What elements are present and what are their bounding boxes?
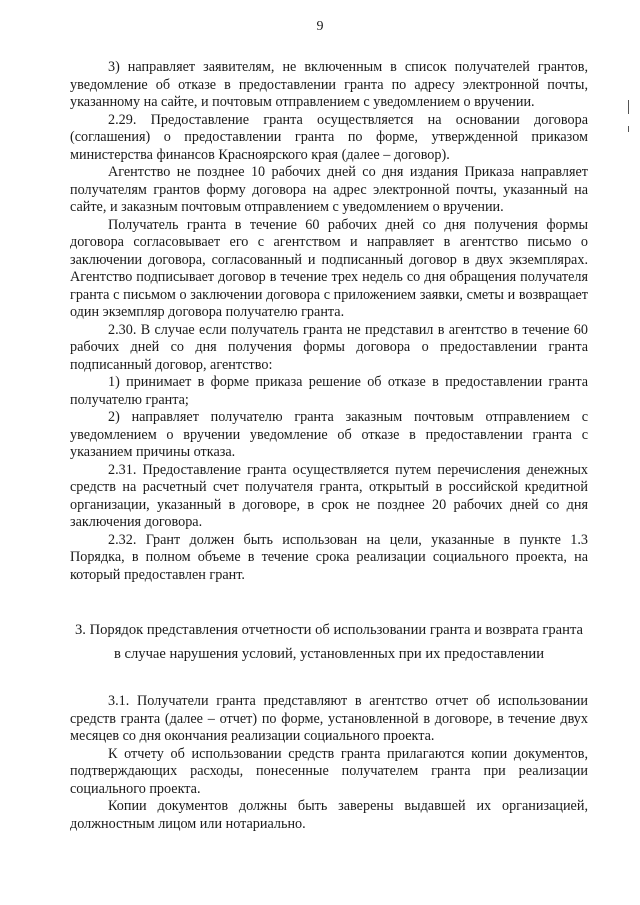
section-3-heading: 3. Порядок представления отчетности об использовании гранта и возврата гранта в случае нарушения условий, установленных при их предоставлении xyxy=(74,622,583,662)
page-number: 9 xyxy=(316,19,324,34)
paragraph-agency-sends-form: Агентство не позднее 10 рабочих дней со дня издания Приказа направляет получателям грантов форму договора на адрес электронной почты, указанный на сайте, и заказным почтовым отправлением с уведомлением о вручении. xyxy=(70,164,588,215)
scan-edge-mark xyxy=(628,100,629,114)
paragraph-2-30-item-2: 2) направляет получателю гранта заказным почтовым отправлением с уведомлением о вручении уведомление об отказе в предоставлении гранта с указанием причины отказа. xyxy=(70,409,588,460)
paragraph-2-32: 2.32. Грант должен быть использован на цели, указанные в пункте 1.3 Порядка, в полном объеме в течение срока реализации социального проекта, на который предоставлен грант. xyxy=(70,531,588,583)
paragraph-2-30-item-1: 1) принимает в форме приказа решение об отказе в предоставлении гранта получателю гранта; xyxy=(70,374,588,408)
paragraph-recipient-agrees: Получатель гранта в течение 60 рабочих дней со дня получения формы договора согласовывает его с агентством и направляет в агентство письмо о заключении договора, согласованный и подписанный договор в двух экземплярах. Агентство подписывает договор в течение трех недель со дня обращения получателя гранта с письмом о заключении договора с приложением заявки, сметы и возвращает один экземпляр договора получателю гранта. xyxy=(70,216,588,320)
document-body xyxy=(70,59,588,833)
paragraph-report-attachments: К отчету об использовании средств гранта прилагаются копии документов, подтверждающих расходы, понесенные получателем гранта при реализации социального проекта. xyxy=(70,745,588,797)
scan-edge-mark xyxy=(628,126,629,132)
paragraph-item-3: 3) направляет заявителям, не включенным в список получателей грантов, уведомление об отказе в предоставлении гранта по адресу электронной почты, указанному на сайте, и почтовым отправлением с уведомлением о вручении. xyxy=(70,59,588,110)
paragraph-copies-certified: Копии документов должны быть заверены выдавшей их организацией, должностным лицом или нотариально. xyxy=(70,798,588,832)
paragraph-3-1: 3.1. Получатели гранта представляют в агентство отчет об использовании средств гранта (далее – отчет) по форме, установленной в договоре, в течение двух месяцев со дня окончания реализации социального проекта. xyxy=(70,693,588,744)
paragraph-2-29: 2.29. Предоставление гранта осуществляется на основании договора (соглашения) о предоставлении гранта по форме, утвержденной приказом министерства финансов Красноярского края (далее – договор). xyxy=(70,111,588,163)
paragraph-2-30: 2.30. В случае если получатель гранта не представил в агентство в течение 60 рабочих дней со дня получения формы договора о предоставлении гранта подписанный договор, агентство: xyxy=(70,321,588,373)
paragraph-2-31: 2.31. Предоставление гранта осуществляется путем перечисления денежных средств на расчетный счет получателя гранта, открытый в российской кредитной организации, указанный в договоре, в срок не позднее 20 рабочих дней со дня заключения договора. xyxy=(70,461,588,530)
